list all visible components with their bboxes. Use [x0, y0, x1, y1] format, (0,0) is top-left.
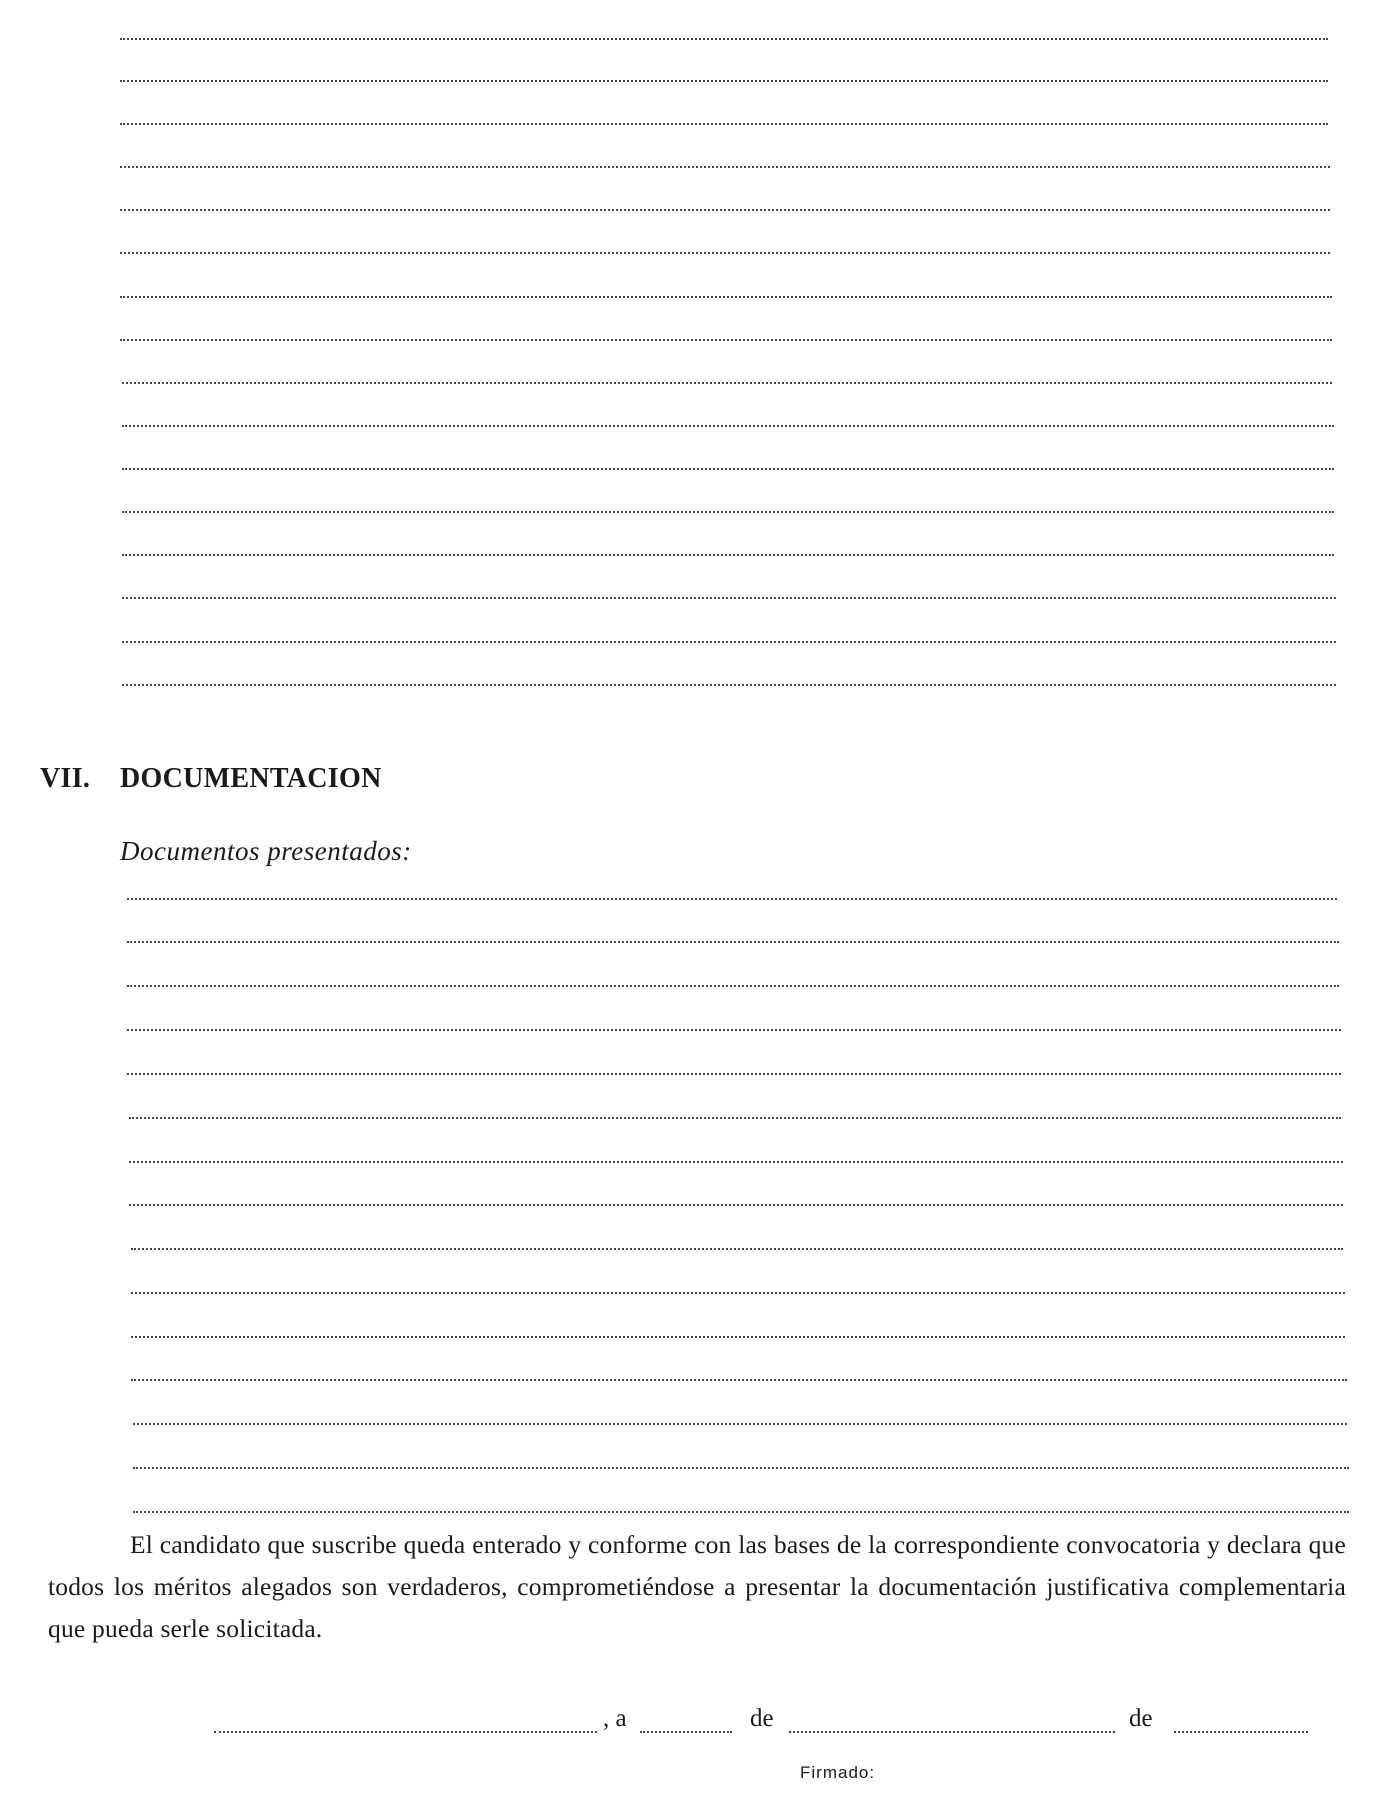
writing-line[interactable]: [122, 641, 1336, 643]
writing-line[interactable]: [120, 252, 1330, 254]
de-text-2: de: [1129, 1705, 1153, 1732]
document-entry-line[interactable]: [129, 1117, 1341, 1119]
comma-a-text: , a: [603, 1705, 627, 1732]
document-entry-line[interactable]: [131, 1248, 1343, 1250]
section-heading: [40, 763, 382, 795]
document-entry-line[interactable]: [131, 1379, 1347, 1381]
document-entry-line[interactable]: [133, 1423, 1347, 1425]
declaration-paragraph: El candidato que suscribe queda enterado y conforme con las bases de la correspondiente convocatoria y declara que todos los méritos alegados son verdaderos, comprometiéndose a presentar la documentación justificativa complementaria que pueda serle solicitada.: [48, 1530, 1346, 1643]
writing-line[interactable]: [122, 425, 1334, 427]
de-text-1: de: [750, 1705, 774, 1732]
writing-line[interactable]: [122, 597, 1336, 599]
writing-line[interactable]: [122, 511, 1334, 513]
document-entry-line[interactable]: [127, 1029, 1341, 1031]
month-field[interactable]: [789, 1731, 1115, 1733]
writing-line[interactable]: [122, 554, 1334, 556]
signature-label: Firmado:: [800, 1763, 876, 1782]
document-entry-line[interactable]: [133, 1511, 1349, 1513]
place-date-line: [214, 1703, 1314, 1739]
year-field[interactable]: [1174, 1731, 1308, 1733]
document-entry-line[interactable]: [131, 1292, 1345, 1294]
writing-line[interactable]: [120, 166, 1330, 168]
document-entry-line[interactable]: [133, 1467, 1349, 1469]
document-entry-line[interactable]: [127, 898, 1337, 900]
document-entry-line[interactable]: [129, 1204, 1343, 1206]
document-entry-line[interactable]: [127, 941, 1339, 943]
document-entry-line[interactable]: [127, 1073, 1341, 1075]
document-entry-line[interactable]: [127, 985, 1339, 987]
writing-line[interactable]: [120, 38, 1328, 40]
section-title: DOCUMENTACION: [120, 763, 382, 794]
section-number: VII.: [40, 763, 91, 794]
writing-line[interactable]: [120, 339, 1332, 341]
writing-line[interactable]: [122, 684, 1336, 686]
document-entry-line[interactable]: [129, 1161, 1343, 1163]
writing-line[interactable]: [120, 123, 1328, 125]
place-field[interactable]: [214, 1731, 597, 1733]
document-entry-line[interactable]: [131, 1336, 1345, 1338]
documents-subheading: Documentos presentados:: [120, 836, 412, 866]
writing-line[interactable]: [120, 296, 1332, 298]
writing-line[interactable]: [120, 209, 1330, 211]
day-field[interactable]: [640, 1731, 732, 1733]
writing-line[interactable]: [120, 80, 1328, 82]
writing-line[interactable]: [122, 382, 1332, 384]
writing-line[interactable]: [122, 468, 1334, 470]
